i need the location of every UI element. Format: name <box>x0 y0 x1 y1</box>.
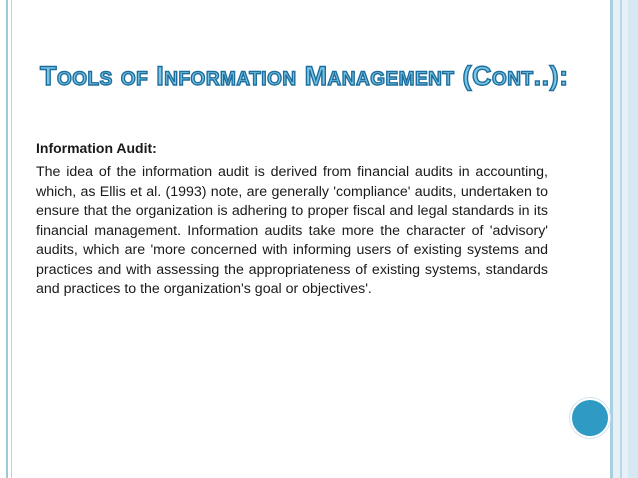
body-paragraph: The idea of the information audit is derived from financial audits in accounting, which, as Ellis et al. (1993) note, are generally 'compliance' audits, undertaken to ensure that the organization is adhering to proper fiscal and legal standards in its financial management. Information audits take more the character of 'advisory' audits, which are 'more concerned with informing users of existing systems and practices and with assessing the appropriateness of existing systems, standards and practices to the organization's goal or objectives'. <box>36 164 548 297</box>
right-border-stripe-2 <box>620 0 622 478</box>
decorative-circle-icon <box>570 398 610 438</box>
left-border-stripe <box>6 0 8 478</box>
section-heading: Information Audit: <box>36 140 157 156</box>
left-border-stripe-inner <box>11 0 12 478</box>
slide-title: Tools of Information Management (Cont..): <box>40 61 569 91</box>
right-border-stripe <box>610 0 613 478</box>
right-border-stripe-3 <box>628 0 638 478</box>
